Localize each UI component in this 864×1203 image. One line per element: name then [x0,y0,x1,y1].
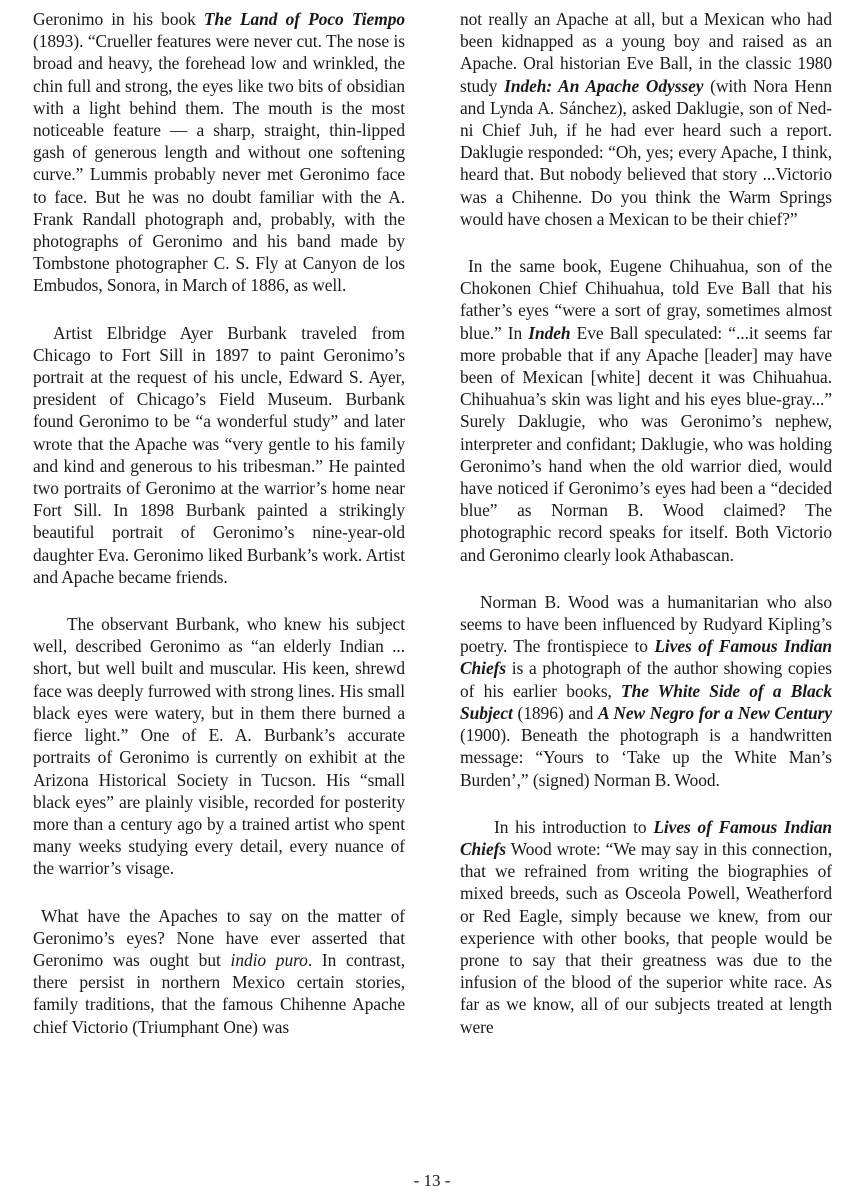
book-title: Lives of Famous Indian Chiefs [460,636,832,679]
right-column [460,8,832,1038]
paragraph-chihuahua-eyes: In the same book, Eugene Chihuahua, son of the Chokonen Chief Chihuahua, told Eve Ball that his father’s eyes “were a sort of gray, sometimes almost blue.” In Indeh Eve Ball speculated: “...it seems far more probable that if any Apache [leader] may have been of Mexican [white] decent it was Chihuahua. Chihuahua’s skin was light and his eyes blue-gray...” Surely Daklugie, who was Geronimo’s nephew, interpreter and confidant; Daklugie, who was holding Geronimo’s hand when the old warrior died, would have noticed if Geronimo’s eyes had been a “decided blue” as Norman B. Wood claimed? The photographic record speaks for itself. Both Victorio and Geronimo clearly look Athabascan. [460,256,832,565]
book-title: The White Side of a Black Subject [460,680,832,723]
paragraph-norman-wood: Norman B. Wood was a humanitarian who also seems to have been influenced by Rudyard Kipling’s poetry. The frontispiece to Lives of Famous Indian Chiefs is a photograph of the author showing copies of his earlier books, The White Side of a Black Subject (1896) and A New Negro for a New Century (1900). Beneath the photograph is a handwritten message: “Yours to ‘Take up the White Man’s Burden’,” (signed) Norman B. Wood. [460,591,832,790]
left-column [33,8,405,1038]
italic-term: indio puro [230,949,308,970]
book-title: The Land of Poco Tiempo [203,9,405,29]
paragraph-burbank-travel: Artist Elbridge Ayer Burbank traveled from Chicago to Fort Sill in 1897 to paint Geronimo’s portrait at the request of his uncle, Edward S. Ayer, president of Chicago’s Field Museum. Burbank found Geronimo to be “a wonderful study” and later wrote that the Apache was “very gentle to his family and kind and generous to his tribesman.” He painted two portraits of Geronimo at the warrior’s home near Fort Sill. In 1898 Burbank painted a strikingly beautiful portrait of Geronimo’s nine-year-old daughter Eva. Geronimo liked Burbank’s work. Artist and Apache became friends. [33,322,405,587]
book-title: A New Negro for a New Century [598,702,832,723]
paragraph-victorio-story: not really an Apache at all, but a Mexican who had been kidnapped as a young boy and raised as an Apache. Oral historian Eve Ball, in the classic 1980 study Indeh: An Apache Odyssey (with Nora Henn and Lynda A. Sánchez), asked Daklugie, son of Ned-ni Chief Juh, if he had ever heard such a report. Daklugie responded: “Oh, yes; every Apache, I think, heard that. But nobody believed that story ...Victorio was a Chihenne. Do you think the Warm Springs would have chosen a Mexican to be their chief?” [460,9,833,229]
page-number: - 13 - [413,1171,451,1190]
paragraph-lummis-description: Geronimo in his book The Land of Poco Tiempo (1893). “Crueller features were never cut. The nose is broad and heavy, the forehead low and wrinkled, the chin full and strong, the eyes like two bits of obsidian with a light behind them. The mouth is the most noticeable feature — a sharp, straight, thin-lipped gash of generous length and without one softening curve.” Lummis probably never met Geronimo face to face. But he was no doubt familiar with the A. Frank Randall photograph and, probably, with the photographs of Geronimo and his band made by Tombstone photographer C. S. Fly at Canyon de los Embudos, Sonora, in March of 1886, as well. [33,9,405,296]
book-title: Lives of Famous Indian Chiefs [460,816,832,859]
paragraph-wood-introduction: In his introduction to Lives of Famous Indian Chiefs Wood wrote: “We may say in this connection, that we refrained from writing the biographies of mixed breeds, such as Osceola Powell, Weatherford or Red Eagle, simply because we knew, from our experience with other books, that people would be prone to say that their greatness was due to the infusion of the blood of the superior white race. As far as we know, all of our subjects treated at length were [460,816,832,1037]
book-title: Indeh: An Apache Odyssey [504,75,704,96]
book-title: Indeh [528,322,571,343]
paragraph-apache-views: What have the Apaches to say on the matter of Geronimo’s eyes? None have ever asserted that Geronimo was ought but indio puro. In contrast, there persist in northern Mexico certain stories, family traditions, that the famous Chihenne Apache chief Victorio (Triumphant One) was [33,905,405,1037]
paragraph-burbank-description: The observant Burbank, who knew his subject well, described Geronimo as “an elderly Indian ... short, but well built and muscular. His keen, shrewd face was deeply furrowed with strong lines. His small black eyes were watery, but in them there burned a fierce light.” One of E. A. Burbank’s accurate portraits of Geronimo is currently on exhibit at the Arizona Historical Society in Tucson. His “small black eyes” are plainly visible, recorded for posterity more than a century ago by a trained artist who spent many weeks studying every detail, every nuance of the warrior’s visage. [33,614,405,879]
